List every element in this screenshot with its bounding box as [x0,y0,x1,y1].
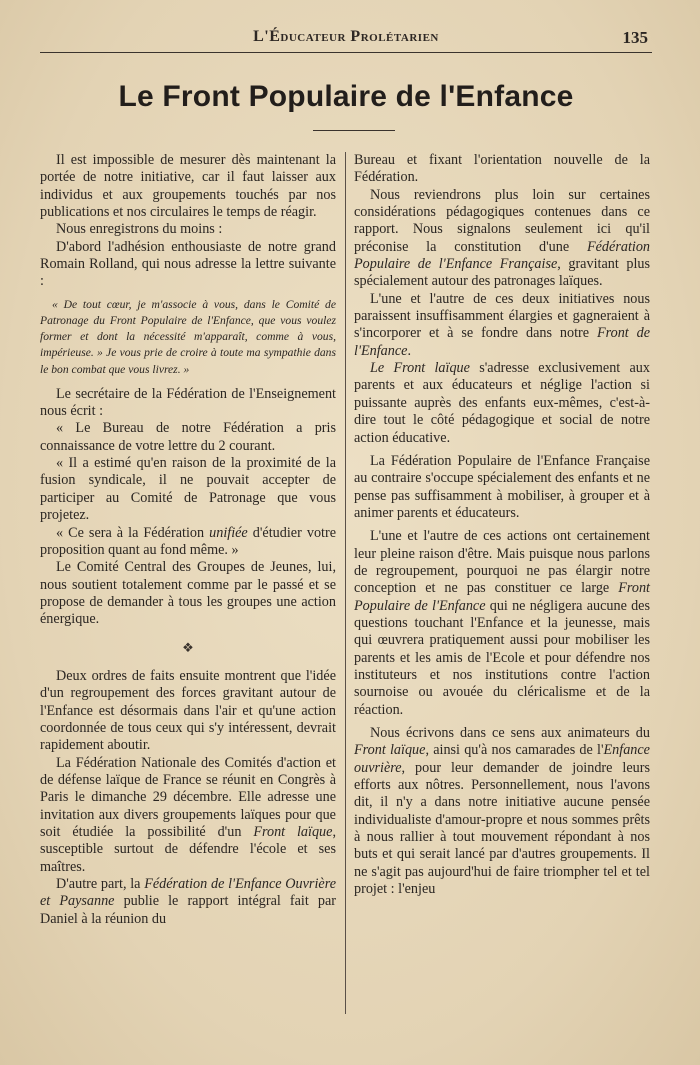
italic-term: Front laïque [354,742,426,759]
paragraph [40,876,336,928]
italic-term: Le Front laïque [370,360,470,377]
text-run: s'adresse exclusivement aux parents et aux éducateurs et néglige l'action si puissante auprès des enfants eux-mêmes, c'est-à-dire tout le côté pédagogique et social de notre action éducative. [354,360,650,446]
italic-term: Enfance ouvrière [354,742,650,776]
paragraph [354,360,650,447]
paragraph [354,528,650,719]
section-ornament: ❖ [182,639,194,655]
text-run: publie le rapport intégral fait par Daniel à la réunion du [40,893,337,927]
paragraph: Bureau et fixant l'orientation nouvelle de la Fédération. [354,152,650,186]
paragraph [354,187,650,291]
running-header [40,26,652,53]
text-run: , gravitant plus spécialement autour des patronages laïques. [354,256,651,290]
text-run: , ainsi qu'à nos camarades de l' [425,742,604,759]
text-run: L'une et l'autre de ces deux initiatives nous paraissent insuffisamment élargies et gagneraient à s'incorporer et à se fondre dans notre [354,290,650,342]
text-run: d'étudier votre proposition quant au fond même. » [40,524,337,558]
paragraph: Il est impossible de mesurer dès maintenant la portée de notre initiative, car il faut laisser aux individus et aux groupements touchés par nos publications et nos circulaires le temps de réagir. [40,152,336,221]
text-run: qui ne négligera aucune des questions touchant l'Enfance et la jeunesse, mais qui œuvrera pratiquement aussi pour mobiliser les parents et les amis de l'Ecole et pour défendre nos instituteurs et nos institutions contre l'action sournoise ou avouée du cléricalisme et de la réaction. [354,597,650,718]
text-run: Nous écrivons dans ce sens aux animateurs du [370,725,650,741]
paragraph: D'abord l'adhésion enthousiaste de notre grand Romain Rolland, qui nous adresse la lettre suivante : [40,238,336,290]
title-underline [313,130,395,131]
paragraph: Le Comité Central des Groupes de Jeunes, lui, nous soutient totalement comme par le passé et se propose de demander à tous les groupes une action énergique. [40,559,336,628]
paragraph: « Le Bureau de notre Fédération a pris connaissance de votre lettre du 2 courant. [40,420,336,454]
paragraph [40,525,336,560]
journal-name: L'Éducateur Prolétarien [253,28,439,45]
text-run: . [407,342,412,359]
article-title: Le Front Populaire de l'Enfance [118,80,574,113]
left-column [40,152,336,928]
italic-term: unifiée [209,524,248,541]
paragraph [354,291,650,360]
italic-term: Front de l'Enfance [354,325,651,359]
right-column [354,152,650,898]
column-divider [345,152,346,1014]
text-run: La Fédération Nationale des Comités d'action et de défense laïque de France se réunit en Congrès à Paris le dimanche 29 décembre. Elle adresse une invitation aux divers groupements laïques pour que soit étudiée la possibilité d'un [40,754,336,841]
paragraph: « Il a estimé qu'en raison de la proximité de la fusion syndicale, il ne pouvait accepter de participer au Comité de Patronage que vous projetez. [40,455,336,524]
paragraph [354,725,650,898]
text-run: , pour leur demander de joindre leurs efforts aux nôtres. Personnellement, nous l'avons dit, il n'y a dans notre initiative aucune pensée individualiste d'amour-propre et nous sommes prêts à nous rallier à tout mouvement répondant à nos buts et qui serait lancé par d'autres groupements. Il ne s'agit pas aujourd'hui de faire triompher tel et tel projet : l'enjeu [354,759,650,898]
text-run: , susceptible surtout de défendre l'école et ses maîtres. [40,824,336,875]
text-run: Nous reviendrons plus loin sur certaines considérations pédagogiques contenues dans ce rapport. Nous signalons seulement ici qu'il préconise la constitution d'une [354,186,650,255]
paragraph [40,755,336,876]
paragraph: Deux ordres de faits ensuite montrent que l'idée d'un regroupement des forces gravitant autour de l'Enfance est désormais dans l'air et qu'une action coordonnée de tous ceux qui s'y intéressent, devrait rapidement aboutir. [40,667,336,754]
quoted-letter-rolland: « De tout cœur, je m'associe à vous, dans le Comité de Patronage du Front Populaire de l'Enfance, que vous voulez former et dont la nécessité m'apparaît, comme à vous, impérieuse. » Je vous prie de croire à toute ma sympathie dans le bon combat que vous livrez. » [40,297,336,376]
italic-term: Fédération Populaire de l'Enfance Française [354,238,651,273]
paragraph: Le secrétaire de la Fédération de l'Enseignement nous écrit : [40,385,336,420]
italic-term: Front Populaire de l'Enfance [354,580,650,614]
italic-term: Front laïque [253,824,333,841]
text-run: L'une et l'autre de ces actions ont certainement leur pleine raison d'être. Mais puisque nous parlons de regroupement, pourquoi ne pas élargir notre conception et ne pas constituer ce large [354,528,650,597]
page-number: 135 [622,28,648,47]
text-run: « Ce sera à la Fédération [56,524,205,541]
text-run: D'autre part, la [56,876,141,893]
italic-term: Fédération de l'Enfance Ouvrière et Paysanne [40,876,336,910]
paragraph: La Fédération Populaire de l'Enfance Française au contraire s'occupe spécialement des enfants et ne pense pas suffisamment à mobiliser, à grouper et à animer parents et éducateurs. [354,452,650,521]
paragraph: Nous enregistrons du moins : [56,221,223,238]
